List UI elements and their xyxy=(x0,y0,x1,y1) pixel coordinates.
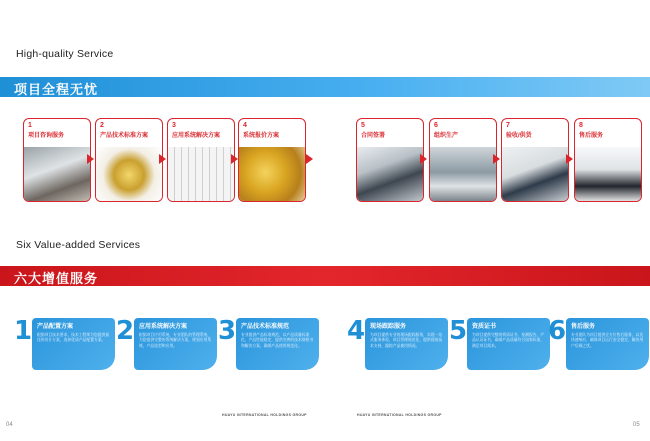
step-card-8 xyxy=(574,118,642,202)
step-photo xyxy=(168,147,234,202)
service-box xyxy=(365,318,448,370)
service-description: 根据项目技术要求，技术工程师为您提供最佳的设计方案，选择优质产品配置方案。 xyxy=(37,333,110,343)
section1-band xyxy=(0,77,650,97)
arrow-right-icon xyxy=(566,154,573,164)
step-photo xyxy=(96,147,162,202)
arrow-right-icon xyxy=(159,154,166,164)
service-title: 产品技术标准规范 xyxy=(241,324,290,330)
service-title: 产品配置方案 xyxy=(37,324,74,330)
step-photo xyxy=(239,147,305,202)
step-label: 合同签署 xyxy=(361,133,386,139)
section1-band-title: 项目全程无忧 xyxy=(14,82,99,97)
service-description: 为项目提供专业的现场跟踪服务，实现一站式服务体验，项目管理规范化，提供现场技术支持，跟踪产品使用情况。 xyxy=(370,333,443,348)
service-title: 资质证书 xyxy=(472,324,497,330)
step-number: 5 xyxy=(361,122,365,129)
step-photo xyxy=(502,147,568,202)
service-number: 5 xyxy=(449,316,468,346)
step-label: 组织生产 xyxy=(434,133,459,139)
service-number: 6 xyxy=(548,316,567,346)
step-number: 1 xyxy=(28,122,32,129)
step-label: 项目咨询服务 xyxy=(28,133,65,139)
footer-company-left: HUAYU INTERNATIONAL HOLDINGS GROUP xyxy=(222,413,307,417)
service-number: 3 xyxy=(218,316,237,346)
arrow-right-icon xyxy=(87,154,94,164)
service-number: 4 xyxy=(347,316,366,346)
service-description: 专业团队为项目提供全方位售后服务，以及快速响应，确保项目运行安全稳定，解决用户后顾之忧。 xyxy=(571,333,644,348)
section2-band-title: 六大增值服务 xyxy=(14,271,99,286)
service-number: 2 xyxy=(116,316,135,346)
step-label: 系统报价方案 xyxy=(243,133,280,139)
step-card-4 xyxy=(238,118,306,202)
service-description: 根据项目应用系统，专业团队的管理系统，为您提供完整的系统解决方案，规划应用系统，产品选型和应用。 xyxy=(139,333,212,348)
step-card-7 xyxy=(501,118,569,202)
service-box xyxy=(236,318,319,370)
arrow-right-icon xyxy=(306,154,313,164)
step-label: 验收/供货 xyxy=(506,133,532,139)
step-photo xyxy=(575,147,641,202)
step-card-3 xyxy=(167,118,235,202)
step-label: 售后服务 xyxy=(579,133,604,139)
service-title: 现场跟踪服务 xyxy=(370,324,407,330)
step-number: 8 xyxy=(579,122,583,129)
step-photo xyxy=(430,147,496,202)
footer-company-right: HUAYU INTERNATIONAL HOLDINGS GROUP xyxy=(357,413,442,417)
service-box xyxy=(32,318,115,370)
arrow-right-icon xyxy=(493,154,500,164)
service-description: 为项目提供完整的资质证书，检测报告，产品认证证书，确保产品质量符合国家标准，满足项目需求。 xyxy=(472,333,545,348)
service-title: 应用系统解决方案 xyxy=(139,324,188,330)
section2-band xyxy=(0,266,650,286)
step-photo xyxy=(24,147,90,202)
service-box xyxy=(134,318,217,370)
service-number: 1 xyxy=(14,316,33,346)
step-label: 产品技术标准方案 xyxy=(100,133,149,139)
service-box xyxy=(566,318,649,370)
step-card-2 xyxy=(95,118,163,202)
step-number: 7 xyxy=(506,122,510,129)
arrow-right-icon xyxy=(420,154,427,164)
section2-en-title: Six Value-added Services xyxy=(16,239,141,251)
step-number: 2 xyxy=(100,122,104,129)
page-number-left: 04 xyxy=(6,422,13,428)
page-number-right: 05 xyxy=(633,422,640,428)
section1-en-title: High-quality Service xyxy=(16,48,114,60)
service-description: 专业提供产品标准规范，以产品质量标准化，产品性能稳定，提供完善的技术规格书和解决方案，确保产品使用规范化。 xyxy=(241,333,314,348)
step-number: 3 xyxy=(172,122,176,129)
step-card-6 xyxy=(429,118,497,202)
arrow-right-icon xyxy=(231,154,238,164)
service-box xyxy=(467,318,550,370)
step-card-5 xyxy=(356,118,424,202)
step-number: 6 xyxy=(434,122,438,129)
step-card-1 xyxy=(23,118,91,202)
step-number: 4 xyxy=(243,122,247,129)
step-label: 应用系统解决方案 xyxy=(172,133,221,139)
step-photo xyxy=(357,147,423,202)
service-title: 售后服务 xyxy=(571,324,596,330)
